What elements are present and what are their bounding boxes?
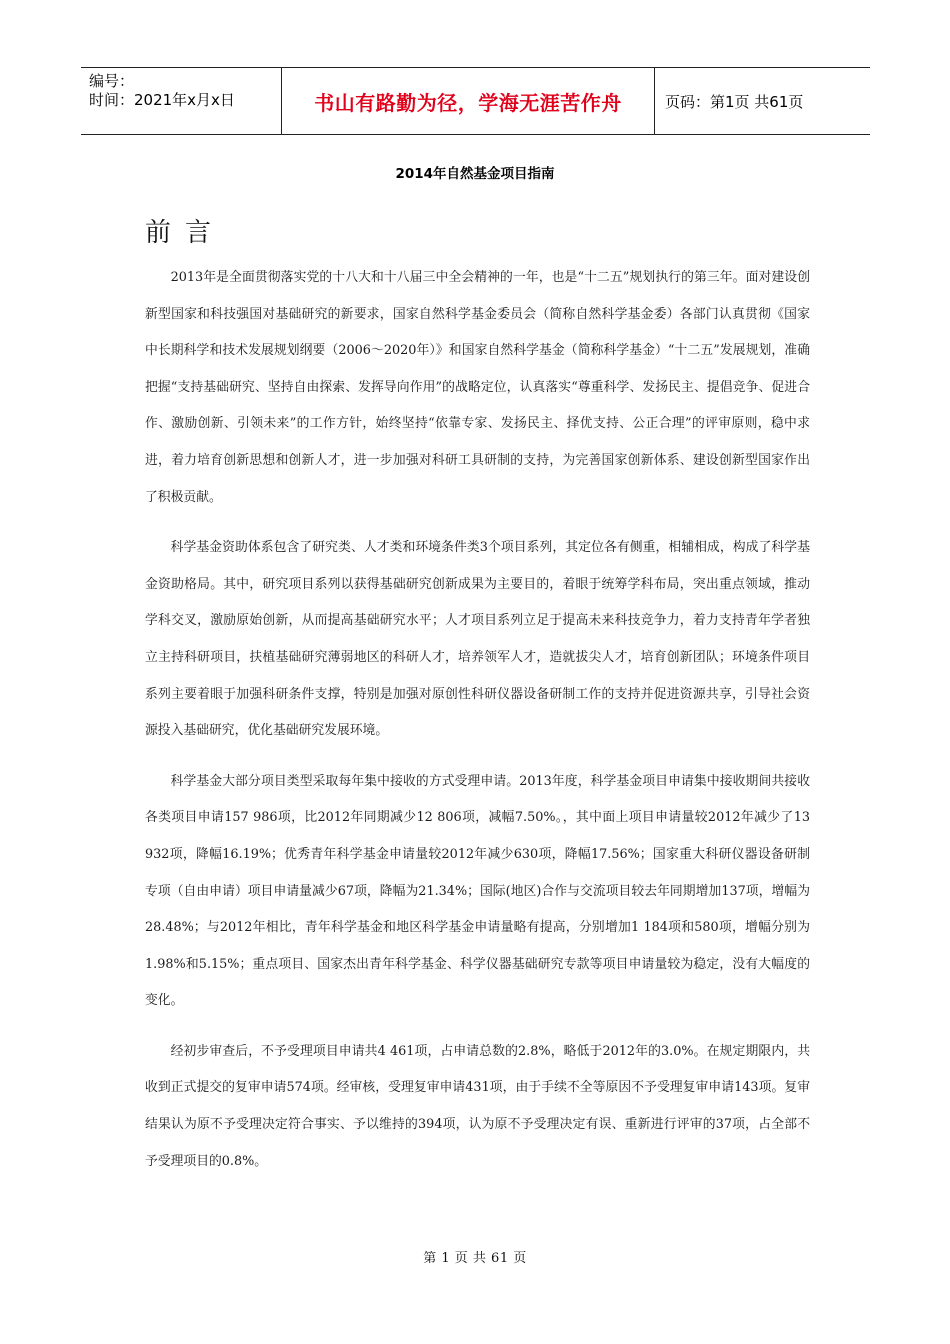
header-page-cell: [655, 68, 870, 134]
header-meta-cell: [81, 68, 281, 134]
header-page-info: 页码：第1页 共61页: [665, 92, 804, 111]
page-footer: 第 1 页 共 61 页: [423, 1251, 527, 1266]
body-paragraph: 科学基金大部分项目类型采取每年集中接收的方式受理申请。2013年度，科学基金项目申请集中接收期间共接收各类项目申请157 986项，比2012年同期减少12 806项，减幅7.50%。，其中面上项目申请量较2012年减少了13 932项，降幅16.19%；优秀青年科学基金申请量较2012年减少630项，降幅17.56%；国家重大科研仪器设备研制专项（自由申请）项目申请量减少67项，降幅为21.34%；国际(地区)合作与交流项目较去年同期增加137项，增幅为28.48%；与2012年相比，青年科学基金和地区科学基金申请量略有提高，分别增加1 184项和580项，增幅分别为1.98%和5.15%；重点项目、国家杰出青年科学基金、科学仪器基础研究专款等项目申请量较为稳定，没有大幅度的变化。: [145, 773, 810, 1009]
header-motto-cell: [281, 68, 655, 134]
header-table: [81, 67, 870, 135]
document-body: [145, 260, 810, 1180]
document-number-label: 编号：: [89, 72, 135, 90]
body-paragraph: 经初步审查后，不予受理项目申请共4 461项，占申请总数的2.8%，略低于2012年的3.0%。在规定期限内，共收到正式提交的复审申请574项。经审核，受理复审申请431项，由于手续不全等原因不予受理复审申请143项。复审结果认为原不予受理决定符合事实、予以维持的394项，认为原不予受理决定有误、重新进行评审的37项，占全部不予受理项目的0.8%。: [145, 1043, 810, 1169]
document-title: 2014年自然基金项目指南: [395, 166, 555, 182]
section-heading: 前言: [145, 218, 226, 248]
body-paragraph: 科学基金资助体系包含了研究类、人才类和环境条件类3个项目系列，其定位各有侧重，相辅相成，构成了科学基金资助格局。其中，研究项目系列以获得基础研究创新成果为主要目的，着眼于统筹学科布局，突出重点领域，推动学科交叉，激励原始创新，从而提高基础研究水平；人才项目系列立足于提高未来科技竞争力，着力支持青年学者独立主持科研项目，扶植基础研究薄弱地区的科研人才，培养领军人才，造就拔尖人才，培育创新团队；环境条件项目系列主要着眼于加强科研条件支撑，特别是加强对原创性科研仪器设备研制工作的支持并促进资源共享，引导社会资源投入基础研究，优化基础研究发展环境。: [145, 540, 810, 739]
header-motto: 书山有路勤为径，学海无涯苦作舟: [314, 90, 622, 115]
body-paragraph: 2013年是全面贯彻落实党的十八大和十八届三中全会精神的一年，也是“十二五”规划执行的第三年。面对建设创新型国家和科技强国对基础研究的新要求，国家自然科学基金委员会（简称自然科学基金委）各部门认真贯彻《国家中长期科学和技术发展规划纲要（2006～2020年）》和国家自然科学基金（简称科学基金）“十二五”发展规划，准确把握“支持基础研究、坚持自由探索、发挥导向作用”的战略定位，认真落实“尊重科学、发扬民主、提倡竞争、促进合作、激励创新、引领未来”的工作方针，始终坚持“依靠专家、发扬民主、择优支持、公正合理”的评审原则，稳中求进，着力培育创新思想和创新人才，进一步加强对科研工具研制的支持，为完善国家创新体系、建设创新型国家作出了积极贡献。: [145, 270, 810, 505]
document-time-label: 时间：2021年x月x日: [89, 91, 235, 109]
